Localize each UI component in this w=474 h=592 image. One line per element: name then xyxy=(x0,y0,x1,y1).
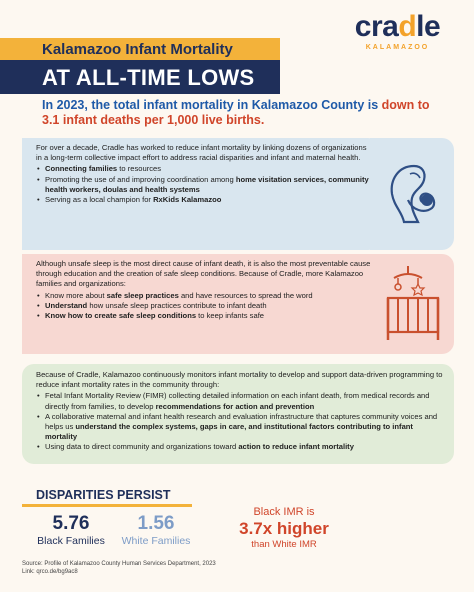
source-link: Link: qrco.de/bg9ac8 xyxy=(22,568,78,575)
cradle-logo xyxy=(350,12,445,51)
stat-white-families xyxy=(116,513,196,547)
logo-wordmark: cradle xyxy=(354,10,441,43)
stat-black-families xyxy=(34,513,108,547)
mother-child-icon xyxy=(384,160,444,230)
card-intro: Although unsafe sleep is the most direct cause of infant death, it is also the most preventable cause through education and the creation of safe sleep conditions. Because of Cradle, more Kalamazoo families and organizations: xyxy=(36,259,371,289)
card-collective-impact xyxy=(22,138,380,250)
card-intro: For over a decade, Cradle has worked to reduce infant mortality by linking dozens of organizations in a long-term collective impact effort to address racial disparities and infant and maternal health. xyxy=(36,143,367,163)
crib-mobile-icon xyxy=(382,264,444,344)
logo-subtitle: KALAMAZOO xyxy=(365,44,430,51)
page-title: AT ALL-TIME LOWS xyxy=(0,60,280,94)
card-data-monitoring xyxy=(22,364,454,464)
list-item: • A collaborative maternal and infant health research and evaluation infrastructure that captures community voices and helps us understand the complex systems, gaps in care, and institutional factors contributing to infant mortality xyxy=(36,412,444,443)
disparities-underline xyxy=(22,504,192,507)
stat-label: Black Families xyxy=(37,535,105,547)
disparity-comparison: Black IMR is 3.7x higher than White IMR xyxy=(239,506,329,550)
card-intro: Because of Cradle, Kalamazoo continuously monitors infant mortality to develop and support data-driven programming to reduce infant mortality rates in the community through: xyxy=(36,370,443,390)
source-note: Source: Profile of Kalamazoo County Human Services Department, 2023 Link: qrco.de/bg9ac8 xyxy=(22,561,216,575)
lead-highlight: down to 3.1 infant deaths per 1,000 live births. xyxy=(42,98,430,127)
stat-value: 5.76 xyxy=(52,513,90,534)
list-item: • Fetal Infant Mortality Review (FIMR) collecting detailed information on each infant death, from medical records and directly from families, to develop recommendations for action and prevention xyxy=(36,391,444,411)
stat-value: 1.56 xyxy=(137,513,175,534)
stat-label: White Families xyxy=(121,535,191,547)
list-item: • Serving as a local champion for RxKids Kalamazoo xyxy=(36,195,370,205)
list-item: • Promoting the use of and improving coordination among home visitation services, community health workers, doulas and health systems xyxy=(36,175,370,195)
list-item: • Know how to create safe sleep conditions to keep infants safe xyxy=(36,311,374,321)
lead-statement: In 2023, the total infant mortality in Kalamazoo County is down to 3.1 infant deaths per 1,000 live births. xyxy=(42,98,430,127)
list-item: • Know more about safe sleep practices and have resources to spread the word xyxy=(36,291,374,301)
card-safe-sleep xyxy=(22,254,384,354)
list-item: • Connecting families to resources xyxy=(36,164,370,174)
disparities-title: DISPARITIES PERSIST xyxy=(36,488,171,502)
header-subtitle: Kalamazoo Infant Mortality xyxy=(0,38,280,60)
list-item: • Understand how unsafe sleep practices contribute to infant death xyxy=(36,301,374,311)
list-item: • Using data to direct community and organizations toward action to reduce infant mortality xyxy=(36,442,444,452)
